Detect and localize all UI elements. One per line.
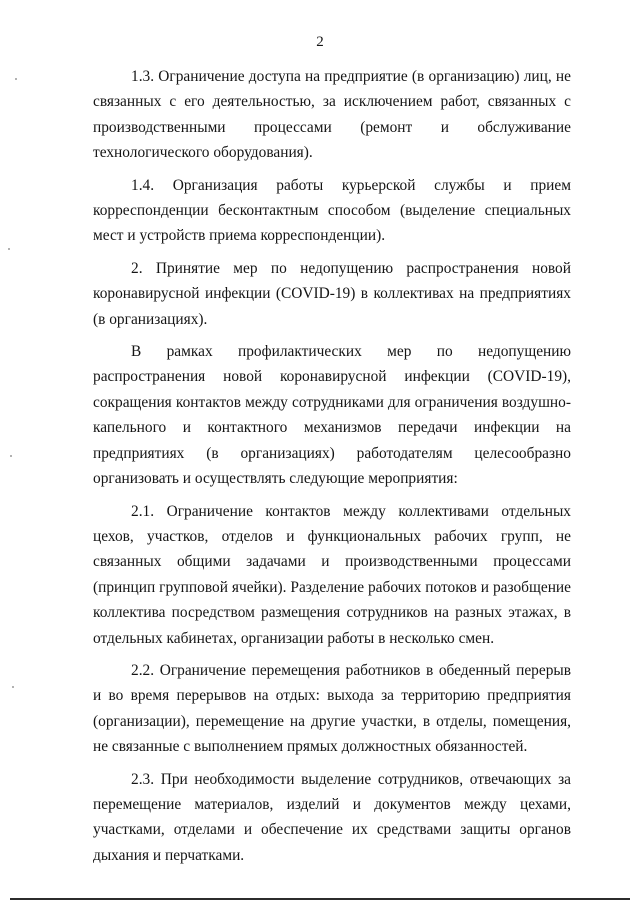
paragraph-1-3: 1.3. Ограничение доступа на предприятие (в организацию) лиц, не связанных с его деятельностью, за исключением работ, связанных с производственными процессами (ремонт и обслуживание технологического оборудования).	[93, 68, 571, 162]
scan-speck	[12, 686, 14, 688]
scan-speck	[10, 455, 12, 457]
page-bottom-edge-line	[10, 898, 630, 900]
paragraph-2-1: 2.1. Ограничение контактов между коллективами отдельных цехов, участков, отделов и функциональных рабочих групп, не связанных общими задачами и производственными процессами (принцип групповой ячейки). Разделение рабочих потоков и разобщение коллектива посредством размещения сотрудников на разных этажах, в отдельных кабинетах, организации работы в несколько смен.	[93, 502, 571, 647]
page-number: 2	[316, 34, 324, 50]
scan-speck	[8, 248, 10, 250]
paragraph-preventive-measures: В рамках профилактических мер по недопущению распространения новой коронавирусной инфекции (COVID-19), сокращения контактов между сотрудниками для ограничения воздушно-капельного и контактного механизмов передачи инфекции на предприятиях (в организациях) работодателям целесообразно организовать и осуществлять следующие мероприятия:	[93, 343, 571, 488]
paragraph-2: 2. Принятие мер по недопущению распространения новой коронавирусной инфекции (COVID-19) в коллективах на предприятиях (в организациях).	[93, 259, 571, 328]
scan-speck	[15, 78, 17, 80]
document-body	[93, 64, 571, 875]
paragraph-2-3: 2.3. При необходимости выделение сотрудников, отвечающих за перемещение материалов, изделий и документов между цехами, участками, отделами и обеспечение их средствами защиты органов дыхания и перчатками.	[93, 770, 571, 864]
paragraph-1-4: 1.4. Организация работы курьерской службы и прием корреспонденции бесконтактным способом (выделение специальных мест и устройств приема корреспонденции).	[93, 176, 571, 245]
paragraph-2-2: 2.2. Ограничение перемещения работников в обеденный перерыв и во время перерывов на отдых: выхода за территорию предприятия (организации), перемещение на другие участки, в отделы, помещения, не связанные с выполнением прямых должностных обязанностей.	[93, 661, 571, 756]
